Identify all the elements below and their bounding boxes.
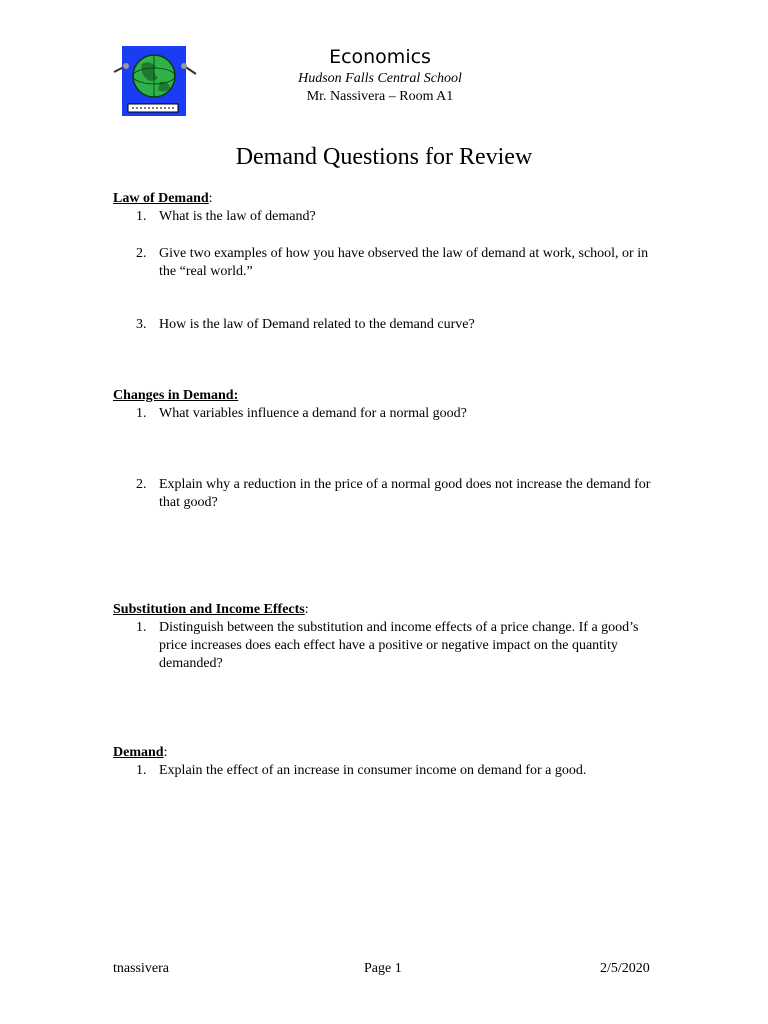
footer-page-number: Page 1 [364, 961, 402, 976]
question-number: 1. [136, 209, 147, 224]
section-heading-substitution-income: Substitution and Income Effects: [113, 602, 309, 617]
question-number: 3. [136, 317, 147, 332]
globe-icon [112, 44, 198, 120]
question-text: Give two examples of how you have observed the law of demand at work, school, or in the “real world.” [159, 246, 649, 279]
question-number: 1. [136, 620, 147, 635]
section-heading-law-of-demand: Law of Demand: [113, 191, 213, 206]
question-number: 2. [136, 246, 147, 261]
section-heading-demand: Demand: [113, 745, 168, 760]
question-text: What variables influence a demand for a normal good? [159, 406, 467, 421]
footer-date: 2/5/2020 [600, 961, 650, 976]
question-number: 2. [136, 477, 147, 492]
course-title: Economics [329, 46, 431, 68]
question-text: Explain why a reduction in the price of a normal good does not increase the demand for that good? [159, 477, 651, 510]
question-number: 1. [136, 406, 147, 421]
question-number: 1. [136, 763, 147, 778]
question-text: What is the law of demand? [159, 209, 316, 224]
teacher-room: Mr. Nassivera – Room A1 [306, 89, 454, 104]
school-name: Hudson Falls Central School [298, 71, 462, 86]
footer-author: tnassivera [113, 961, 169, 976]
question-text: How is the law of Demand related to the demand curve? [159, 317, 475, 332]
section-heading-changes-in-demand: Changes in Demand: [113, 388, 239, 403]
document-title: Demand Questions for Review [235, 144, 533, 170]
question-text: Distinguish between the substitution and income effects of a price change. If a good’s price increases does each effect have a positive or negative impact on the quantity demanded? [159, 620, 639, 671]
question-text: Explain the effect of an increase in consumer income on demand for a good. [159, 763, 587, 778]
school-logo [112, 44, 198, 120]
